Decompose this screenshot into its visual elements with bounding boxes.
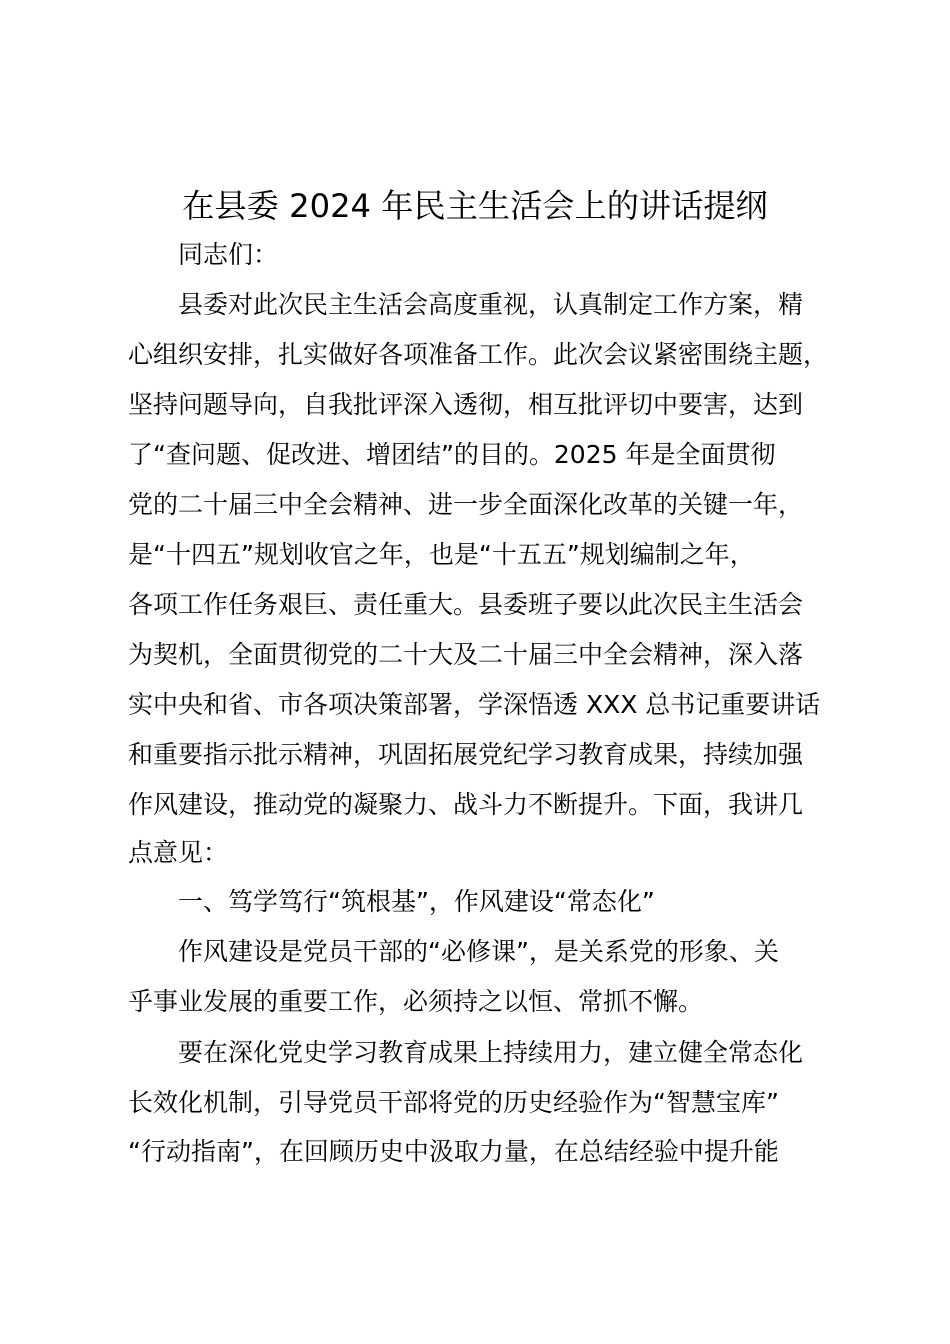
paragraph-line: 了“查问题、促改进、增团结”的目的。2025 年是全面贯彻 <box>128 440 776 469</box>
paragraph-line: 为契机，全面贯彻党的二十大及二十届三中全会精神，深入落 <box>128 640 804 669</box>
paragraph-line: 县委对此次民主生活会高度重视，认真制定工作方案，精 <box>178 290 804 319</box>
paragraph-line: 和重要指示批示精神，巩固拓展党纪学习教育成果，持续加强 <box>128 740 804 769</box>
paragraph-line: 坚持问题导向，自我批评深入透彻，相互批评切中要害，达到 <box>128 390 804 419</box>
paragraph-line: 作风建设是党员干部的“必修课”，是关系党的形象、关 <box>178 937 779 966</box>
paragraph-line: 各项工作任务艰巨、责任重大。县委班子要以此次民主生活会 <box>128 590 804 619</box>
paragraph-line: 是“十四五”规划收官之年，也是“十五五”规划编制之年， <box>128 540 755 569</box>
paragraph-line: 长效化机制，引导党员干部将党的历史经验作为“智慧宝库” <box>128 1088 779 1117</box>
section-heading: 一、笃学笃行“筑根基”，作风建设“常态化” <box>178 887 655 916</box>
document-title: 在县委 2024 年民主生活会上的讲话提纲 <box>182 187 768 225</box>
paragraph-line: 心组织安排，扎实做好各项准备工作。此次会议紧密围绕主题， <box>128 340 829 369</box>
paragraph-line: “行动指南”，在回顾历史中汲取力量，在总结经验中提升能 <box>128 1137 779 1166</box>
paragraph-line: 党的二十届三中全会精神、进一步全面深化改革的关键一年， <box>128 490 804 519</box>
paragraph-line: 实中央和省、市各项决策部署，学深悟透 XXX 总书记重要讲话 <box>128 690 821 719</box>
paragraph-line: 要在深化党史学习教育成果上持续用力，建立健全常态化 <box>178 1038 804 1067</box>
paragraph-line: 点意见： <box>128 838 229 867</box>
salutation: 同志们： <box>178 240 279 269</box>
paragraph-line: 作风建设，推动党的凝聚力、战斗力不断提升。下面，我讲几 <box>128 790 804 819</box>
paragraph-line: 乎事业发展的重要工作，必须持之以恒、常抓不懈。 <box>128 987 704 1016</box>
